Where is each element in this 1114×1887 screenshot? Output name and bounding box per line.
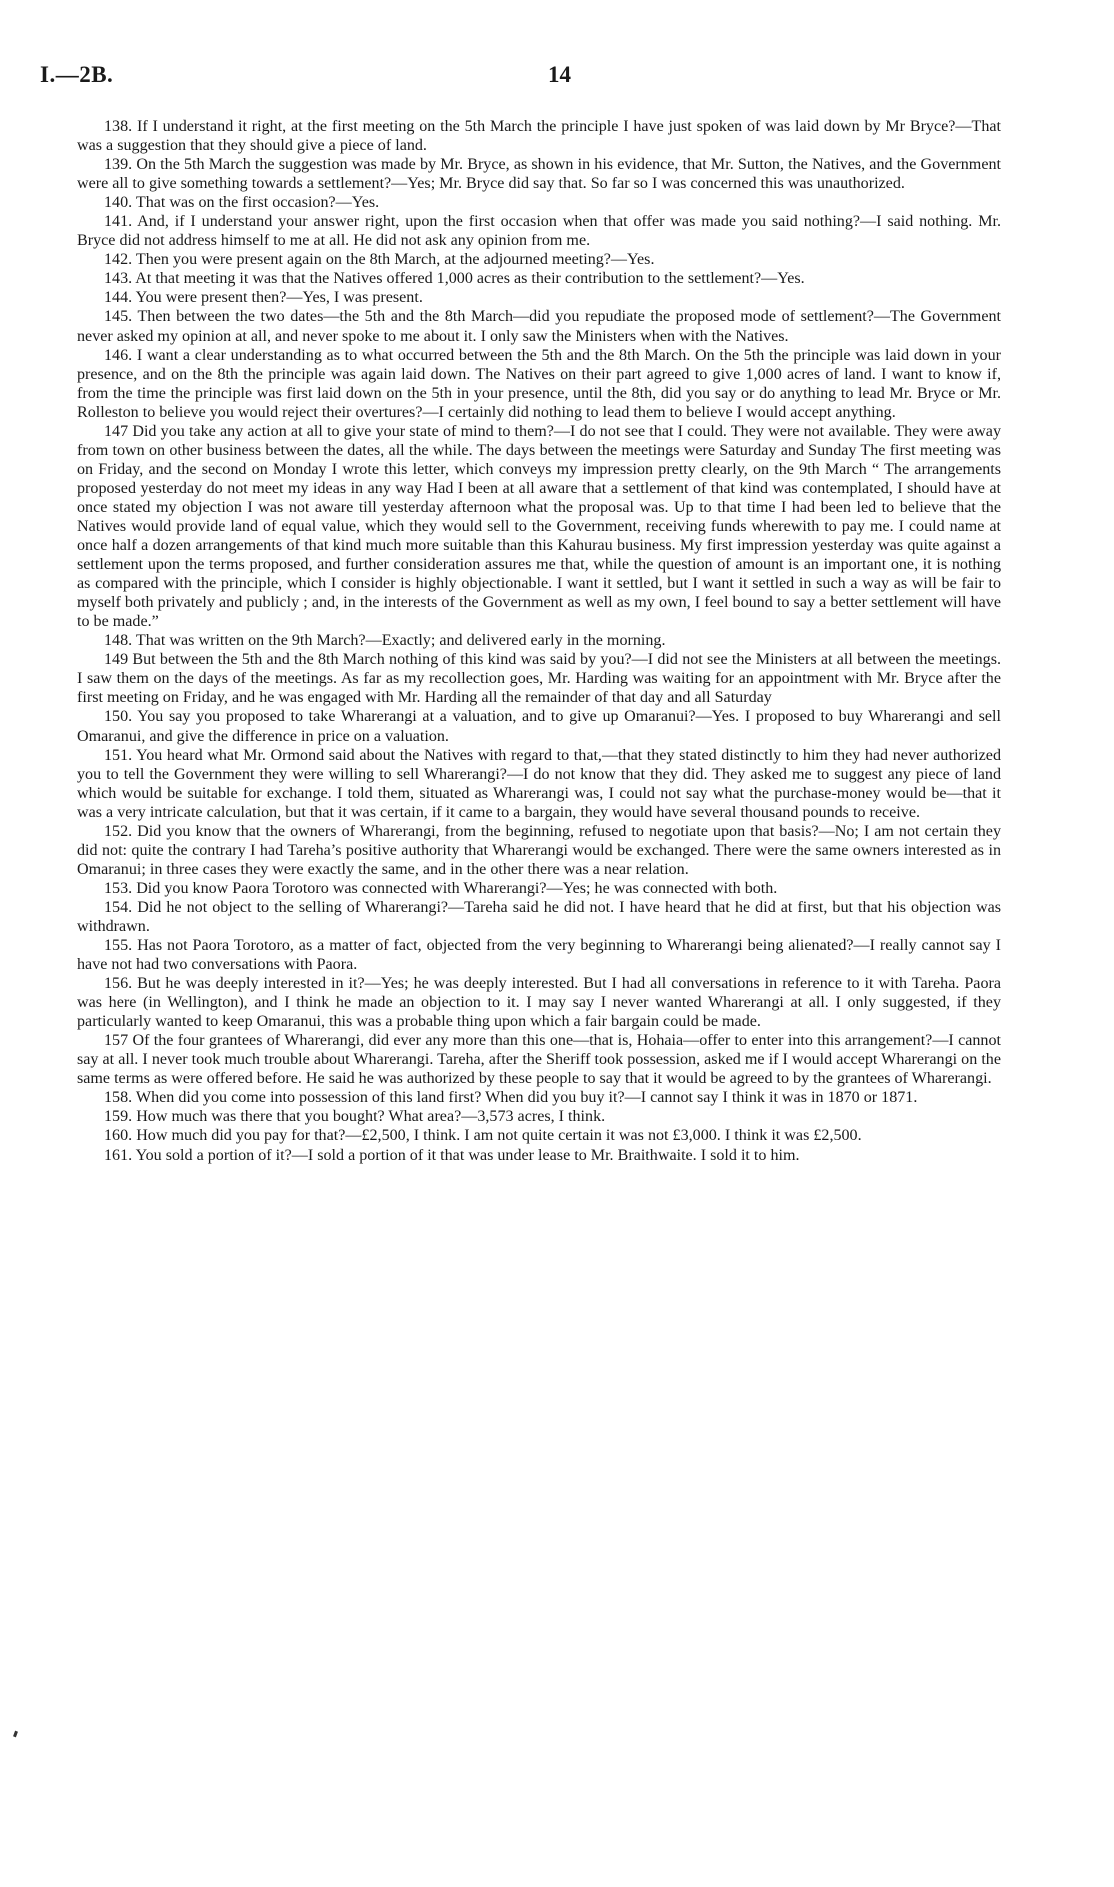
evidence-text [77,117,1001,1165]
question-paragraph: 140. That was on the first occasion?—Yes. [104,194,380,212]
question-paragraph: 147 Did you take any action at all to give your state of mind to them?—I do not see that I could. They were not available. They were away from town on other business between the dates, all the while. The days between the meetings were Saturday and Sunday The first meeting was on Friday, and the second on Monday I wrote this letter, which conveys my impression pretty clearly, on the 9th March “ The arrangements proposed yesterday do not meet my ideas in any way Had I been at all aware that a settlement of that kind was contemplated, I should have at once stated my objection I was not aware till yesterday afternoon what the proposal was. Up to that time I had been led to believe that the Natives would provide land of equal value, which they would sell to the Government, receiving funds wherewith to pay me. I could name at once half a dozen arrangements of that kind much more suitable than this Kahurau business. My first impression yesterday was quite against a settlement upon the terms proposed, and further consideration assures me that, while the question of amount is an important one, it is nothing as compared with the principle, which I consider is highly objectionable. I want it settled, but I want it settled in such a way as will be fair to myself both privately and publicly ; and, in the interests of the Government as well as my own, I feel bound to say a better settlement will have to be made.” [77,422,1001,631]
question-paragraph: 151. You heard what Mr. Ormond said about the Natives with regard to that,—that they stated distinctly to him they had never authorized you to tell the Government they were willing to sell Wharerangi?—I do not know that they did. They asked me to suggest any piece of land which would be suitable for exchange. I told them, situated as Wharerangi was, I could not say what the purchase-money would be—that it was a very intricate calculation, but that it was certain, if it came to a bargain, they would have several thousand pounds to receive. [77,746,1001,821]
question-paragraph: 152. Did you know that the owners of Wharerangi, from the beginning, refused to negotiate upon that basis?—No; I am not certain they did not: quite the contrary I had Tareha’s positive authority that Wharerangi would be exchanged. There were the same owners interested as in Omaranui; in three cases they were exactly the same, and in the other there was a near relation. [77,822,1001,878]
question-paragraph: 144. You were present then?—Yes, I was present. [104,289,423,307]
question-paragraph: 158. When did you come into possession of this land first? When did you buy it?—I cannot say I think it was in 1870 or 1871. [104,1089,918,1107]
question-paragraph: 141. And, if I understand your answer right, upon the first occasion when that offer was made you said nothing?—I said nothing. Mr. Bryce did not address himself to me at all. He did not ask any opinion from me. [77,213,1001,250]
question-paragraph: 142. Then you were present again on the 8th March, at the adjourned meeting?—Yes. [104,251,655,269]
question-paragraph: 155. Has not Paora Torotoro, as a matter of fact, objected from the very beginning to Wharerangi being alienated?—I really cannot say I have not had two conversations with Paora. [77,937,1001,974]
margin-mark [13,1731,18,1738]
question-paragraph: 159. How much was there that you bought? What area?—3,573 acres, I think. [104,1108,606,1126]
question-paragraph: 145. Then between the two dates—the 5th and the 8th March—did you repudiate the proposed mode of settlement?—The Government never asked my opinion at all, and never spoke to me about it. I only saw the Ministers when with the Natives. [77,308,1001,345]
question-paragraph: 146. I want a clear understanding as to what occurred between the 5th and the 8th March. On the 5th the principle was laid down in your presence, and on the 8th the principle was again laid down. The Natives on their part agreed to give 1,000 acres of land. I want to know if, from the time the principle was first laid down on the 5th in your presence, until the 8th, did you say or do anything to lead Mr. Bryce or Mr. Rolleston to believe you would reject their overtures?—I certainly did nothing to lead them to believe I would accept anything. [77,346,1001,421]
question-paragraph: 143. At that meeting it was that the Natives offered 1,000 acres as their contribution to the settlement?—Yes. [104,270,805,288]
question-paragraph: 149 But between the 5th and the 8th March nothing of this kind was said by you?—I did not see the Ministers at all between the meetings. I saw them on the days of the meetings. As far as my recollection goes, Mr. Harding was waiting for an appointment with Mr. Bryce after the first meeting on Friday, and he was engaged with Mr. Harding all the remainder of that day and all Saturday [77,651,1001,707]
question-paragraph: 156. But he was deeply interested in it?—Yes; he was deeply interested. But I had all conversations in reference to it with Tareha. Paora was here (in Wellington), and I think he made an objection to it. I may say I never wanted Wharerangi at all. I only suggested, if they particularly wanted to keep Omaranui, this was a probable thing upon which a fair bargain could be made. [77,975,1001,1031]
page-header [40,62,1074,92]
question-paragraph: 161. You sold a portion of it?—I sold a portion of it that was under lease to Mr. Braithwaite. I sold it to him. [104,1146,800,1164]
page-number: 14 [548,62,571,87]
question-paragraph: 153. Did you know Paora Torotoro was connected with Wharerangi?—Yes; he was connected with both. [104,879,778,897]
question-paragraph: 148. That was written on the 9th March?—Exactly; and delivered early in the morning. [104,632,666,650]
question-paragraph: 154. Did he not object to the selling of Wharerangi?—Tareha said he did not. I have heard that he did at first, but that his objection was withdrawn. [77,898,1001,935]
question-paragraph: 160. How much did you pay for that?—£2,500, I think. I am not quite certain it was not £3,000. I think it was £2,500. [104,1127,862,1145]
question-paragraph: 139. On the 5th March the suggestion was made by Mr. Bryce, as shown in his evidence, that Mr. Sutton, the Natives, and the Government were all to give something towards a settlement?—Yes; Mr. Bryce did say that. So far so I was concerned this was unauthorized. [77,156,1001,193]
question-paragraph: 150. You say you proposed to take Wharerangi at a valuation, and to give up Omaranui?—Yes. I proposed to buy Wharerangi and sell Omaranui, and give the difference in price on a valuation. [77,708,1001,745]
document-reference: I.—2B. [40,62,114,87]
question-paragraph: 157 Of the four grantees of Wharerangi, did ever any more than this one—that is, Hohaia—offer to enter into this arrangement?—I cannot say at all. I never took much trouble about Wharerangi. Tareha, after the Sheriff took possession, asked me if I would accept Wharerangi on the same terms as were offered before. He said he was authorized by these people to say that it would be agreed to by the grantees of Wharerangi. [77,1032,1001,1088]
question-paragraph: 138. If I understand it right, at the first meeting on the 5th March the principle I have just spoken of was laid down by Mr Bryce?—That was a suggestion that they should give a piece of land. [77,118,1001,155]
